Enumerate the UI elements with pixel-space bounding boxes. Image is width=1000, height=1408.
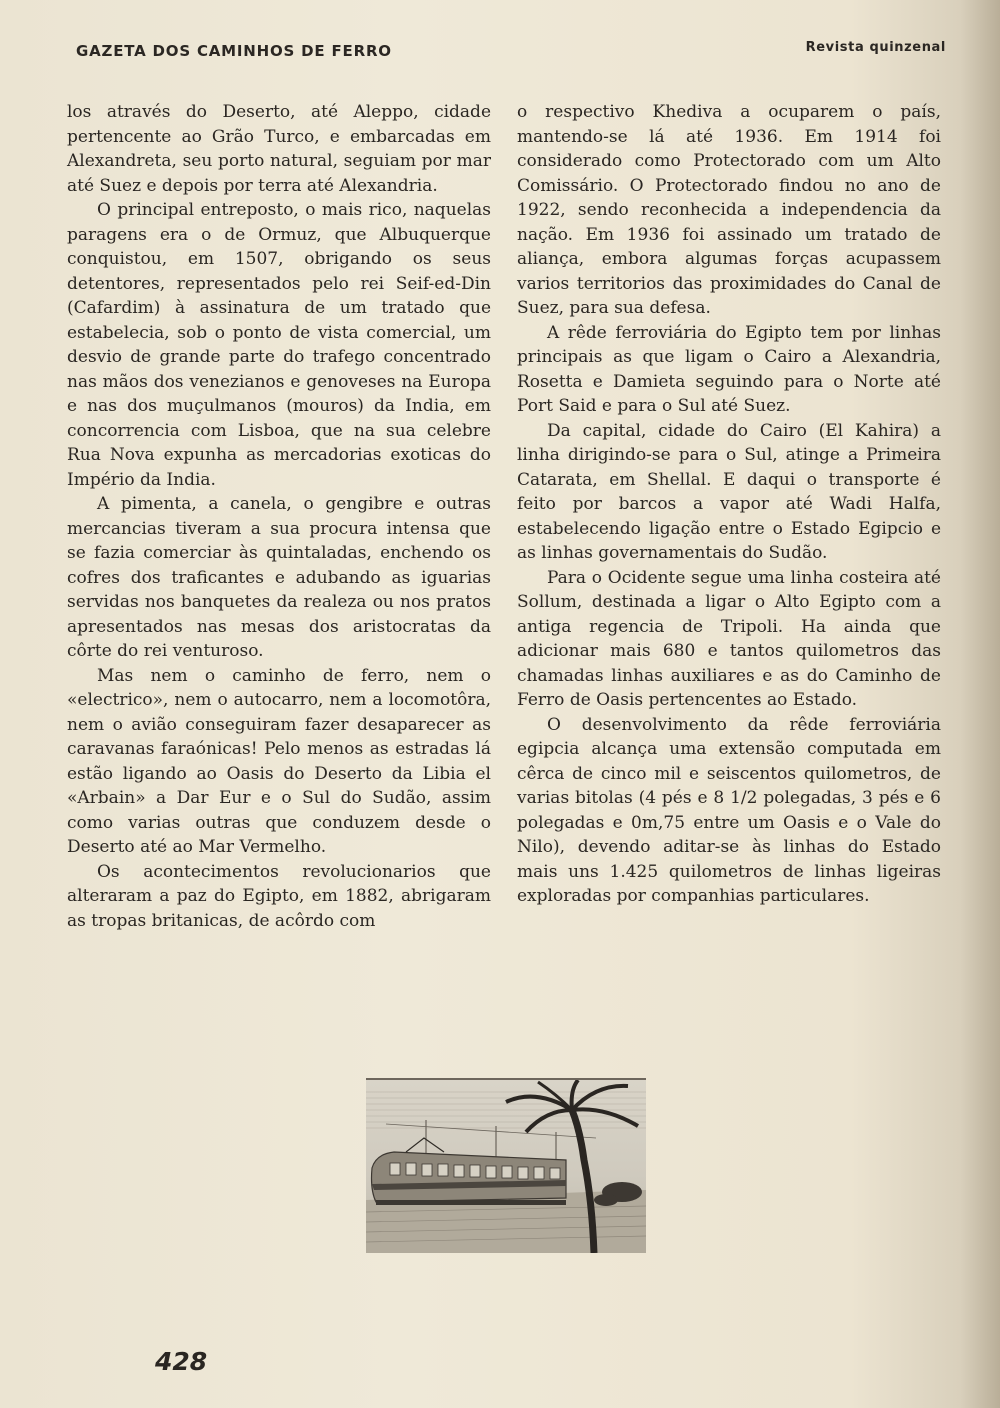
running-header	[76, 40, 946, 66]
left-text-column	[67, 100, 491, 933]
train-palm-drawing	[366, 1080, 646, 1253]
journal-title: GAZETA DOS CAMINHOS DE FERRO	[76, 42, 392, 60]
paragraph: o respectivo Khediva a ocuparem o país, mantendo-se lá até 1936. Em 1914 foi considerado como Protectorado com um Alto Comissário. O Protectorado findou no ano de 1922, sendo reconhecida a independencia da nação. Em 1936 foi assinado um tratado de aliança, embora algumas forças acupassem varios territorios das proximidades do Canal de Suez, para sua defesa.	[517, 102, 941, 318]
paragraph: O desenvolvimento da rêde ferroviária egipcia alcança uma extensão computada em cêrca de cinco mil e seiscentos quilometros, de varias bitolas (4 pés e 8 1/2 polegadas, 3 pés e 6 polegadas e 0m,75 entre um Oasis e o Vale do Nilo), devendo aditar-se às linhas do Estado mais uns 1.425 quilometros de linhas ligeiras exploradas por companhias particulares.	[517, 714, 941, 906]
paragraph: Mas nem o caminho de ferro, nem o «electrico», nem o autocarro, nem a locomotôra, nem o avião conseguiram fazer desaparecer as caravanas faraónicas! Pelo menos as estradas lá estão ligando ao Oasis do Deserto da Libia el «Arbain» a Dar Eur e o Sul do Sudão, assim como varias outras que conduzem desde o Deserto até ao Mar Vermelho.	[67, 665, 491, 857]
paragraph: O principal entreposto, o mais rico, naquelas paragens era o de Ormuz, que Albuquerque conquistou, em 1507, obrigando os seus detentores, representados pelo rei Seif-ed-Din (Cafardim) à assinatura de um tratado que estabelecia, sob o ponto de vista comercial, um desvio de grande parte do trafego concentrado nas mãos dos venezianos e genoveses na Europa e nas dos muçulmanos (mouros) da India, em concorrencia com Lisboa, que na sua celebre Rua Nova expunha as mercadorias exoticas do Império da India.	[67, 200, 491, 490]
paragraph: Da capital, cidade do Cairo (El Kahira) a linha dirigindo-se para o Sul, atinge a Primeira Catarata, em Shellal. E daqui o transporte é feito por barcos a vapor até Wadi Halfa, estabelecendo ligação entre o Estado Egipcio e as linhas governamentais do Sudão.	[517, 420, 941, 563]
paragraph: Os acontecimentos revolucionarios que alteraram a paz do Egipto, em 1882, abrigaram as tropas britanicas, de acôrdo com	[67, 861, 491, 931]
paragraph: Para o Ocidente segue uma linha costeira até Sollum, destinada a ligar o Alto Egipto com a antiga regencia de Tripoli. Ha ainda que adicionar mais 680 e tantos quilometros das chamadas linhas auxiliares e as do Caminho de Ferro de Oasis pertencentes ao Estado.	[517, 567, 941, 710]
paragraph: los através do Deserto, até Aleppo, cidade pertencente ao Grão Turco, e embarcadas em Alexandreta, seu porto natural, seguiam por mar até Suez e depois por terra até Alexandria.	[67, 102, 491, 196]
paragraph: A pimenta, a canela, o gengibre e outras mercancias tiveram a sua procura intensa que se fazia comerciar às quintaladas, enchendo os cofres dos traficantes e adubando as iguarias servidas nos banquetes da realeza ou nos pratos apresentados nas mesas dos aristocratas da côrte do rei venturoso.	[67, 494, 491, 661]
train-illustration	[366, 1078, 646, 1253]
electric-train	[372, 1138, 567, 1205]
paragraph: A rêde ferroviária do Egipto tem por linhas principais as que ligam o Cairo a Alexandria, Rosetta e Damieta seguindo para o Norte até Port Said e para o Sul até Suez.	[517, 322, 941, 416]
journal-subtitle: Revista quinzenal	[805, 40, 946, 55]
right-text-column	[517, 100, 941, 909]
page-number: 428	[155, 1347, 208, 1376]
